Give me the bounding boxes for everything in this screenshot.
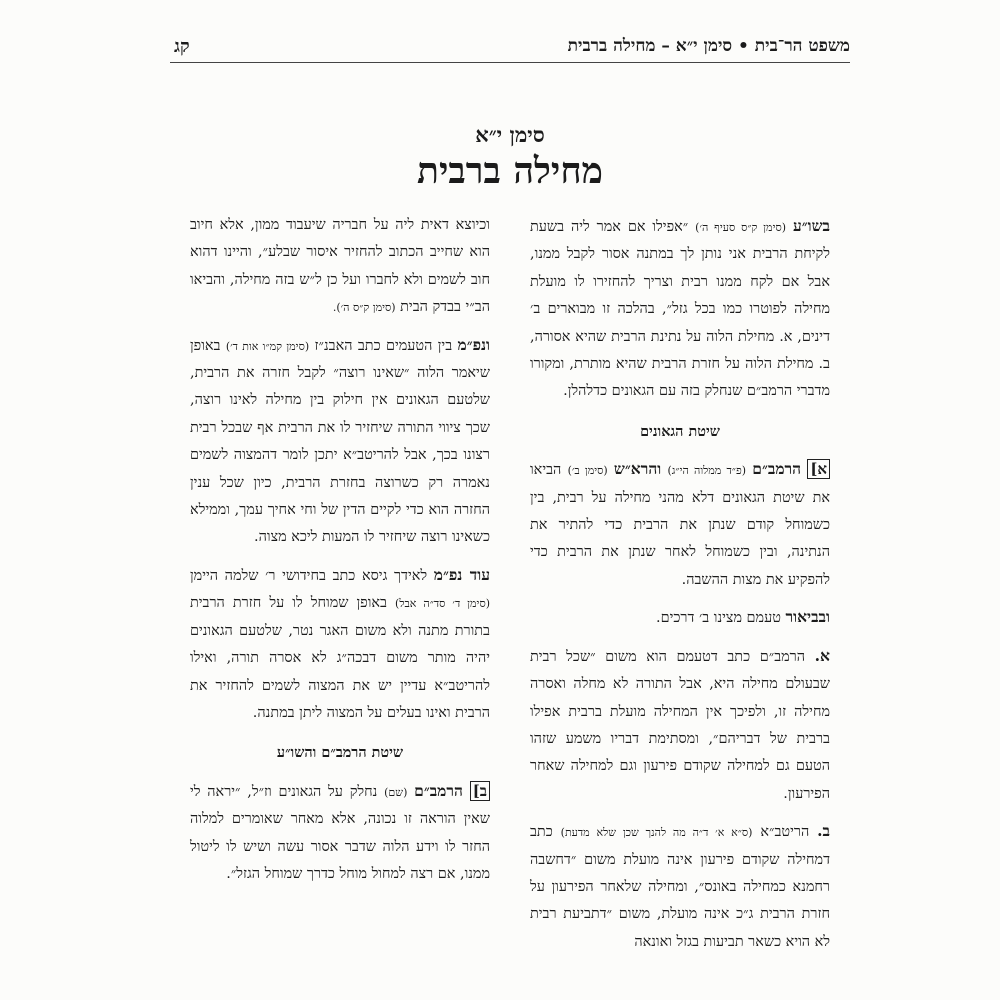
paragraph: ובביאור טעמם מצינו ב׳ דרכים. <box>656 607 830 627</box>
paragraph: ב. הריטב״א (ס״א א׳ ד״ה מה להנך שכן שלא מדעת) כתב דמחילה שקודם פירעון אינה מועלת משום ״דחשבה רחמנא כמחילה באונס״, ומחילה שלאחר הפירעון על חזרת הרבית ג״כ אינה מועלת, משום ״דתביעת רבית לא הויא כשאר תביעות בגזל ואונאה <box>530 821 831 950</box>
right-column <box>530 212 830 965</box>
left-column <box>190 212 490 897</box>
paragraph: ב] הרמב״ם (שם) נחלק על הגאונים וז״ל, ״יראה לי שאין הוראה זו נכונה, אלא מאחר שאומרים למלוה החזר לו וידע הלוה שדבר אסור עשה ושיש לו ליטול ממנו, אם רצה למחול מוחל כדרך שמוחל הגזל״. <box>190 780 490 882</box>
paragraph: ונפ״מ בין הטעמים כתב האבנ״ז (סימן קמ״ו אות ד׳) באופן שיאמר הלוה ״שאינו רוצה״ לקבל חזרה את הרבית, שלטעם הגאונים אין חילוק בין מחילה לאינו רוצה, שכך ציווי התורה שיחזיר לו את הרבית אף שבכל רבית רצונו בכך, אבל להריטב״א יתכן לומר דהמצוה לשמים נאמרה רק כשרוצה בחזרת הרבית, כיון שכל ענין החזרה הוא כדי לקיים הדין של וחי אחיך עמך, וממילא כשאינו רוצה שיחזיר לו המעות ליכא מצוה. <box>190 334 491 546</box>
book-page <box>150 0 870 1000</box>
chapter-title: מחילה ברבית <box>417 150 603 192</box>
paragraph: וכיוצא דאית ליה על חבריה שיעבוד ממון, אלא חיוב הוא שחייב הכתוב להחזיר איסור שבלע״, והיינו דהוא חוב לשמים ולא לחברו ועל כן ל״ש בזה מחילה, והביאו הב״י בבדק הבית (סימן ק״ס ה׳). <box>190 217 490 316</box>
paragraph: בשו״ע (סימן ק״ס סעיף ה׳) ״אפילו אם אמר ליה בשעת לקיחת הרבית אני נותן לך במתנה אסור לקבל ממנו, אבל אם לקח ממנו רבית וצריך להחזירו לו מועלת מחילה לפוטרו כמו בכל גזל״, בהלכה זו מבוארים ב׳ דינים, א. מחילת הלוה על נתינת הרבית שהיא אסורה, ב. מחילת הלוה על חזרת הרבית שהיא מותרת, ומקורו מדברי הרמב״ם שנחלק בזה עם הגאונים כדלהלן. <box>530 216 831 400</box>
paragraph: א] הרמב״ם (פ״ד ממלוה הי״ג) והרא״ש (סימן ב׳) הביאו את שיטת הגאונים דלא מהני מחילה על רבית, בין כשמוחל קודם שנתן את הרבית כדי להתיר את הנתינה, ובין כשמוחל לאחר שנתן את הרבית כדי להפקיע את מצות ההשבה. <box>530 459 830 588</box>
paragraph: א. הרמב״ם כתב דטעמם הוא משום ״שכל רבית שבעולם מחילה היא, אבל התורה לא מחלה ואסרה מחילה זו, ולפיכך אין המחילה מועלת ברבית אפילו ברבית של דבריהם״, ומסתימת דבריו משמע שזהו הטעם גם למחילה שקודם פירעון וגם למחילה שאחר הפירעון. <box>530 645 831 802</box>
siman-heading: סימן י״א <box>475 122 545 147</box>
page-number: קג <box>174 36 190 57</box>
page-header <box>170 36 850 63</box>
section-marker: א] <box>807 459 830 479</box>
section-heading: שיטת הרמב״ם והשו״ע <box>276 744 404 762</box>
running-head: משפט הר־בית • סימן י״א – מחילה ברבית <box>567 36 850 56</box>
section-heading: שיטת הגאונים <box>640 422 720 440</box>
paragraph: עוד נפ״מ לאידך גיסא כתב בחידושי ר׳ שלמה היימן (סימן ד׳ סד״ה אבל) באופן שמוחל לו על חזרת הרבית בתורת מתנה ולא משום האגר נטר, שלטעם הגאונים יהיה מותר משום דבכה״ג לא אסרה תורה, ואילו להריטב״א עדיין יש את המצוה לשמים להחזיר את הרבית ואינו בעלים על המצוה ליתן במתנה. <box>190 564 491 721</box>
section-marker: ב] <box>470 781 490 801</box>
